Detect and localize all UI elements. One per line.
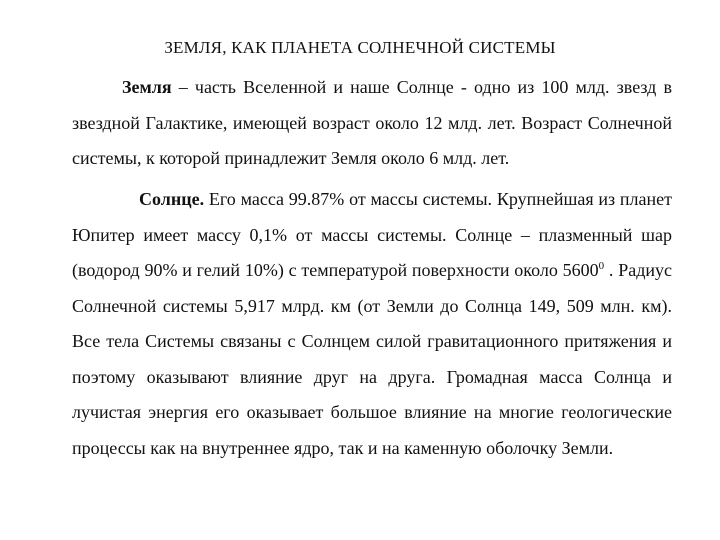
document-title: ЗЕМЛЯ, КАК ПЛАНЕТА СОЛНЕЧНОЙ СИСТЕМЫ <box>164 38 556 57</box>
paragraph-sun <box>72 182 672 466</box>
paragraph-earth <box>72 70 672 177</box>
paragraph-earth-text: – часть Вселенной и наше Солнце - одно из 100 млд. звезд в звездной Галактике, имеющей возраст около 12 млд. лет. Возраст Солнечной системы, к которой принадлежит Земля около 6 млд. лет. <box>72 77 672 168</box>
term-earth: Земля <box>122 77 172 97</box>
paragraph-sun-text-1: Его масса 99.87% от массы системы. Крупнейшая из планет Юпитер имеет массу 0,1% от массы системы. Солнце – плазменный шар (водород 90% и гелий 10%) с температурой поверхности около 5600 <box>72 189 672 280</box>
degree-superscript: 0 <box>598 260 605 272</box>
term-sun: Солнце. <box>139 189 205 209</box>
paragraph-sun-text-2: . Радиус Солнечной системы 5,917 млрд. км (от Земли до Солнца 149, 509 млн. км). Все тела Системы связаны с Солнцем силой гравитационного притяжения и поэтому оказывают влияние друг на друга. Громадная масса Солнца и лучистая энергия его оказывает большое влияние на многие геологические процессы как на внутреннее ядро, так и на каменную оболочку Земли. <box>72 260 672 458</box>
